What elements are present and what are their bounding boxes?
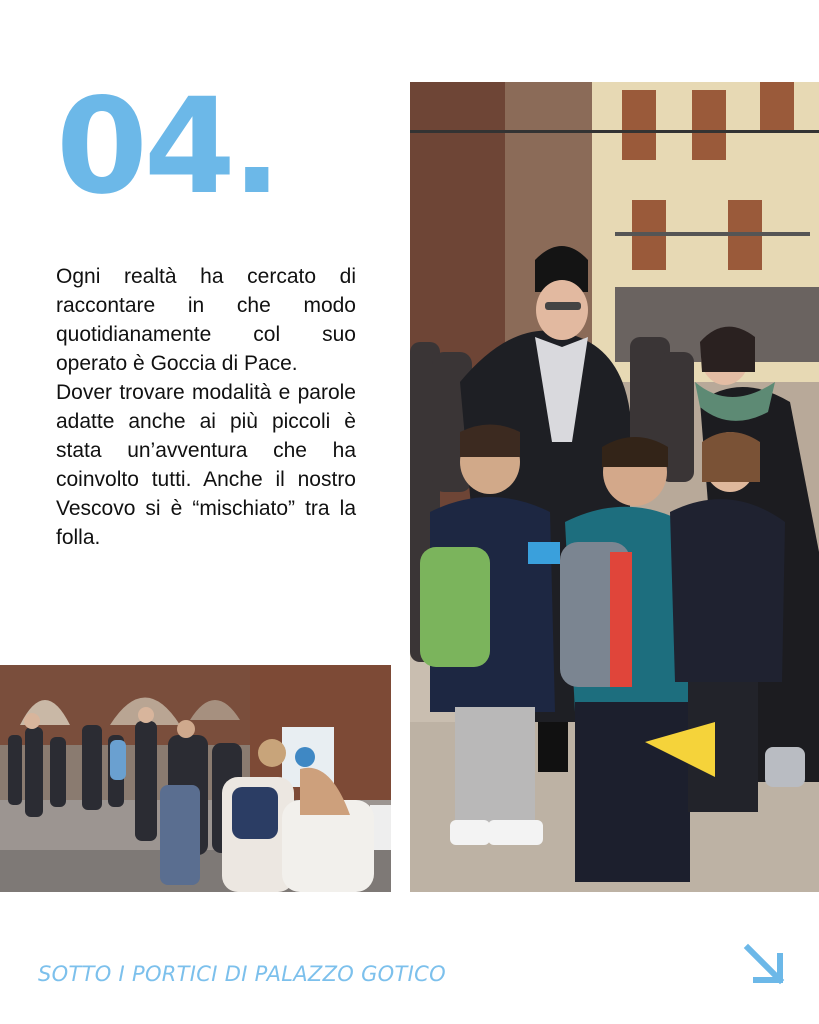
body-text — [56, 262, 356, 552]
slide-number: 04. — [56, 70, 278, 224]
photo-crowd-under-arcade — [0, 665, 391, 892]
caption-location: SOTTO I PORTICI DI PALAZZO GOTICO — [38, 962, 446, 986]
arrow-down-right-icon[interactable] — [740, 940, 788, 988]
photo-bishop-with-children — [410, 82, 819, 892]
paragraph-1: Ogni realtà ha cercato di raccontare in che modo quotidianamente col suo operato è Goccia di Pace. — [56, 265, 356, 375]
paragraph-2: Dover trovare modalità e parole adatte anche ai più piccoli è stata un’avventura che ha coinvolto tutti. Anche il nostro Vescovo si è “mischiato” tra la folla. — [56, 381, 356, 549]
